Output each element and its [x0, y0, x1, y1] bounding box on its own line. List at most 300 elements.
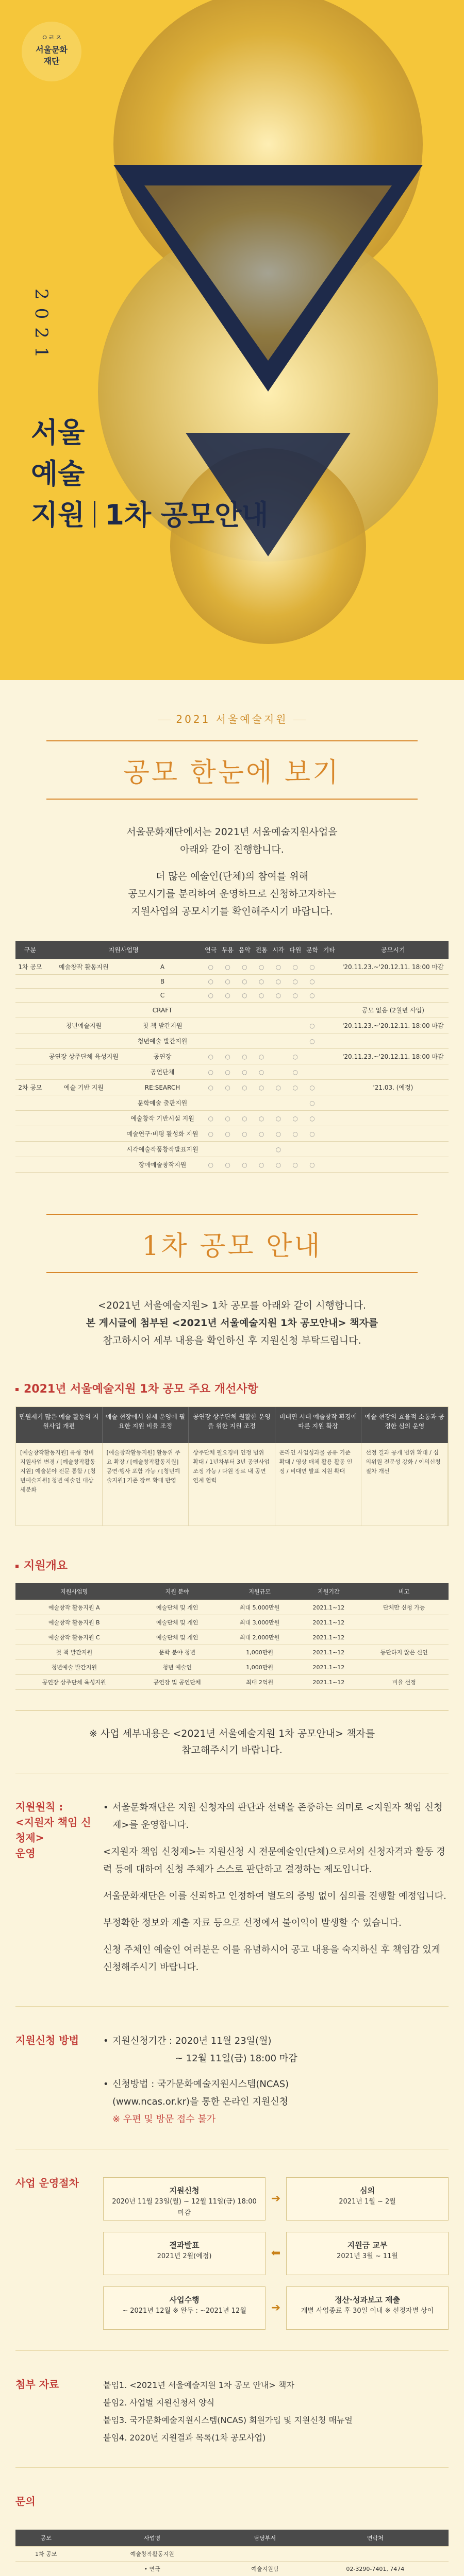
schedule-cell: ○ — [287, 1111, 304, 1126]
attachments-block — [15, 2377, 449, 2447]
schedule-cell: B — [123, 975, 203, 989]
schedule-cell — [15, 989, 45, 1003]
schedule-cell — [15, 1142, 45, 1157]
schedule-row — [15, 1003, 449, 1018]
schedule-cell — [236, 1142, 253, 1157]
hero-title-word: 지원 — [31, 499, 85, 531]
schedule-cell: '20.11.23.~'20.12.11. 18:00 마감 — [338, 959, 449, 975]
schedule-cell — [321, 1049, 338, 1064]
support-cell: 예술창작 활동지원 C — [15, 1630, 132, 1645]
contact-table — [15, 2530, 449, 2576]
principle-paragraph: • 서울문화재단은 지원 신청자의 판단과 선택을 존중하는 의미로 <지원자 책임 신청제>를 운영합니다. — [103, 1799, 449, 1834]
schedule-cell — [321, 1157, 338, 1173]
th: 공모 — [15, 2530, 76, 2547]
support-cell — [359, 1630, 449, 1645]
schedule-cell: 청년예술 발간지원 — [123, 1033, 203, 1049]
support-row — [15, 1660, 449, 1675]
change-header: 비대면 시대 예술창작 환경에 따른 지원 확장 — [275, 1407, 362, 1443]
schedule-row — [15, 1111, 449, 1126]
lead-line: 공모시기를 분리하여 운영하므로 신청하고자하는 — [128, 888, 336, 900]
principle-paragraph: 서울문화재단은 이를 신뢰하고 인정하여 별도의 증빙 없이 심의를 진행할 예정입니다. — [103, 1891, 446, 1902]
schedule-cell: ○ — [202, 1049, 219, 1064]
svg-text:ㅇㄹㅈ: ㅇㄹㅈ — [41, 34, 62, 42]
method-online: • 신청방법 : 국가문화예술지원시스템(NCAS) — [103, 2076, 449, 2093]
change-header: 민원제기 많은 예술 활동의 지원사업 개편 — [16, 1407, 103, 1443]
schedule-cell: ○ — [287, 975, 304, 989]
schedule-cell: ○ — [270, 1080, 287, 1095]
schedule-cell: 시각예술작품창작발표지원 — [123, 1142, 203, 1157]
lead-line: 참고하시어 세부 내용을 확인하신 후 지원신청 부탁드립니다. — [103, 1335, 361, 1346]
lead-line: 서울문화재단에서는 2021년 서울예술지원사업을 — [126, 826, 338, 838]
attachment-link[interactable]: 붙임4. 2020년 지원결과 목록(1차 공모사업) — [103, 2433, 266, 2443]
schedule-cell: ○ — [202, 1080, 219, 1095]
support-row — [15, 1630, 449, 1645]
schedule-cell: '21.03. (예정) — [338, 1080, 449, 1095]
schedule-cell — [15, 1111, 45, 1126]
schedule-cell — [253, 1018, 270, 1033]
schedule-cell: ○ — [219, 975, 236, 989]
support-cell: 공연장 상주단체 육성지원 — [15, 1675, 132, 1690]
overview-lead — [0, 823, 464, 920]
support-cell: 예술단체 및 개인 — [132, 1600, 221, 1615]
overview-eyebrow: 2021 서울예술지원 — [176, 713, 288, 725]
step-detail: ~ 2021년 12월 ※ 완두 : ~2021년 12월 — [122, 2307, 246, 2315]
schedule-cell — [15, 975, 45, 989]
round1-title: 1차 공모 안내 — [46, 1214, 418, 1273]
step-title: 지원신청 — [169, 2186, 200, 2195]
schedule-cell: 공연장 — [123, 1049, 203, 1064]
schedule-cell: ○ — [253, 975, 270, 989]
th: 무용 — [219, 941, 236, 959]
support-header-row — [15, 1583, 449, 1600]
schedule-cell: ○ — [253, 1080, 270, 1095]
schedule-cell: ○ — [304, 1080, 321, 1095]
schedule-cell: ○ — [304, 1126, 321, 1142]
booklet-note — [15, 1710, 449, 1773]
schedule-cell — [45, 1157, 123, 1173]
schedule-cell — [45, 1003, 123, 1018]
schedule-cell — [321, 975, 338, 989]
step-title: 정산·성과보고 제출 — [335, 2295, 400, 2304]
schedule-cell — [338, 975, 449, 989]
schedule-cell: ○ — [219, 1126, 236, 1142]
schedule-row — [15, 1049, 449, 1064]
schedule-cell: 청년예술지원 — [45, 1018, 123, 1033]
schedule-cell — [270, 1033, 287, 1049]
support-cell: 예술창작 활동지원 B — [15, 1615, 132, 1630]
overview-small-title — [0, 711, 464, 726]
contact-row — [15, 2547, 449, 2562]
divider — [15, 2006, 449, 2007]
step-detail: 2021년 3월 ~ 11월 — [337, 2252, 398, 2260]
svg-text:서울문화: 서울문화 — [36, 45, 68, 55]
th: 음악 — [236, 941, 253, 959]
schedule-cell: ○ — [236, 1064, 253, 1080]
schedule-cell: ○ — [253, 1111, 270, 1126]
support-cell: 2021.1~12 — [297, 1630, 359, 1645]
schedule-header-row — [15, 941, 449, 959]
method-label: 지원신청 방법 — [15, 2034, 79, 2046]
contact-cell: • 연극 — [76, 2562, 228, 2576]
schedule-cell — [202, 1142, 219, 1157]
schedule-cell — [219, 1142, 236, 1157]
support-cell: 2021.1~12 — [297, 1615, 359, 1630]
schedule-table-wrap — [15, 941, 449, 1173]
change-header: 예술 현장에서 실제 운영에 필요한 지원 비율 조정 — [103, 1407, 189, 1443]
changes-grid — [15, 1406, 449, 1526]
schedule-cell: ○ — [219, 1157, 236, 1173]
contact-cell[interactable]: 02-3290-7401, 7474 — [302, 2562, 449, 2576]
contact-header-row — [15, 2530, 449, 2547]
support-cell — [359, 1660, 449, 1675]
schedule-cell — [202, 1018, 219, 1033]
schedule-cell: '20.11.23.~'20.12.11. 18:00 마감 — [338, 1049, 449, 1064]
overview-title: 공모 한눈에 보기 — [46, 740, 418, 800]
schedule-cell — [15, 1095, 45, 1111]
schedule-cell — [321, 1095, 338, 1111]
schedule-cell — [45, 975, 123, 989]
schedule-cell: ○ — [219, 1049, 236, 1064]
schedule-cell — [287, 1018, 304, 1033]
schedule-cell: ○ — [287, 1080, 304, 1095]
support-cell: 2021.1~12 — [297, 1660, 359, 1675]
attachment-link[interactable]: 붙임3. 국가문화예술지원시스템(NCAS) 회원가입 및 지원신청 매뉴얼 — [103, 2415, 353, 2425]
principle-block — [15, 1799, 449, 1986]
schedule-cell: ○ — [236, 959, 253, 975]
schedule-cell: ○ — [253, 989, 270, 1003]
schedule-row — [15, 1142, 449, 1157]
schedule-cell: 2차 공모 — [15, 1080, 45, 1095]
schedule-cell: ○ — [219, 1080, 236, 1095]
schedule-cell — [321, 989, 338, 1003]
hero-title-divider — [94, 501, 95, 528]
support-cell: 비율 선정 — [359, 1675, 449, 1690]
schedule-cell: ○ — [270, 1157, 287, 1173]
schedule-cell — [338, 1142, 449, 1157]
support-cell: 1,000만원 — [222, 1645, 297, 1660]
process-step — [103, 2232, 266, 2275]
schedule-cell: ○ — [236, 1080, 253, 1095]
schedule-cell: 공연장 상주단체 육성지원 — [45, 1049, 123, 1064]
schedule-cell — [45, 1033, 123, 1049]
arrow-left-icon: ⬅ — [271, 2247, 281, 2260]
process-step — [286, 2232, 449, 2275]
schedule-cell: ○ — [202, 975, 219, 989]
schedule-cell: ○ — [219, 959, 236, 975]
schedule-cell — [270, 1095, 287, 1111]
schedule-cell — [321, 1142, 338, 1157]
schedule-cell — [321, 1111, 338, 1126]
schedule-cell — [338, 1064, 449, 1080]
schedule-cell: 예술창작 기반시설 지원 — [123, 1111, 203, 1126]
th: 연락처 — [302, 2530, 449, 2547]
arrow-right-icon: ➔ — [271, 2192, 281, 2205]
schedule-cell — [253, 1142, 270, 1157]
schedule-cell — [270, 1049, 287, 1064]
schedule-cell — [15, 1003, 45, 1018]
schedule-cell — [338, 1095, 449, 1111]
process-body — [103, 2175, 449, 2330]
schedule-cell: RE:SEARCH — [123, 1080, 203, 1095]
lead-line: 아래와 같이 진행합니다. — [180, 844, 284, 855]
lead-line: 본 게시글에 첨부된 <2021년 서울예술지원 1차 공모안내> 책자를 — [86, 1317, 378, 1329]
schedule-cell: ○ — [219, 989, 236, 1003]
schedule-cell — [236, 1033, 253, 1049]
support-cell: 최대 3,000만원 — [222, 1615, 297, 1630]
schedule-cell: ○ — [236, 1049, 253, 1064]
schedule-cell: ○ — [270, 1142, 287, 1157]
schedule-cell: C — [123, 989, 203, 1003]
schedule-cell — [45, 989, 123, 1003]
th: 비고 — [359, 1583, 449, 1600]
th: 지원규모 — [222, 1583, 297, 1600]
hero-banner — [0, 0, 464, 680]
step-title: 지원금 교부 — [347, 2241, 388, 2250]
attachment-link[interactable]: 붙임2. 사업별 지원신청서 양식 — [103, 2398, 214, 2408]
schedule-cell: 문학예술 출판지원 — [123, 1095, 203, 1111]
schedule-cell — [236, 1095, 253, 1111]
schedule-cell: ○ — [253, 959, 270, 975]
hero-gold-art — [0, 0, 464, 680]
schedule-cell: ○ — [304, 959, 321, 975]
schedule-cell: ○ — [304, 1018, 321, 1033]
process-step — [286, 2286, 449, 2330]
schedule-cell: ○ — [253, 1126, 270, 1142]
contact-cell — [228, 2547, 302, 2562]
schedule-cell: ○ — [236, 1111, 253, 1126]
support-cell: 최대 2억원 — [222, 1675, 297, 1690]
th: 지원 분야 — [132, 1583, 221, 1600]
schedule-cell: ○ — [253, 1064, 270, 1080]
schedule-cell — [321, 1018, 338, 1033]
th: 전통 — [253, 941, 270, 959]
schedule-cell: ○ — [236, 975, 253, 989]
schedule-cell — [15, 1157, 45, 1173]
changes-heading-text: 2021년 서울예술지원 1차 공모 주요 개선사항 — [24, 1383, 258, 1396]
th: 기타 — [321, 941, 338, 959]
schedule-cell: ○ — [202, 1126, 219, 1142]
schedule-cell: ○ — [202, 959, 219, 975]
th: 공모시기 — [338, 941, 449, 959]
lead-line: <2021년 서울예술지원> 1차 공모를 아래와 같이 시행합니다. — [98, 1300, 366, 1311]
schedule-cell: CRAFT — [123, 1003, 203, 1018]
schedule-cell — [338, 989, 449, 1003]
schedule-cell — [321, 1080, 338, 1095]
schedule-cell — [219, 1095, 236, 1111]
schedule-cell: 1차 공모 — [15, 959, 45, 975]
contact-block — [15, 2494, 449, 2509]
schedule-cell: 공모 없음 (2월년 사업) — [338, 1003, 449, 1018]
schedule-cell: ○ — [270, 975, 287, 989]
schedule-cell — [45, 1095, 123, 1111]
schedule-cell — [321, 1126, 338, 1142]
hero-title-line1: 서울 — [31, 416, 85, 449]
contact-cell — [15, 2562, 76, 2576]
process-step — [103, 2177, 266, 2221]
schedule-table-body — [15, 959, 449, 1173]
schedule-cell: ○ — [236, 989, 253, 1003]
schedule-cell: ○ — [287, 1126, 304, 1142]
change-detail: [예술창작활동지원] 활동위 주요 확장 / [예술창작활동지원] 공연·행사 포함 가능 / [청년예술지원] 기존 장르 확대 반영 — [103, 1443, 189, 1526]
th: 담당부서 — [228, 2530, 302, 2547]
method-period: • 지원신청기간 : 2020년 11월 23일(월) — [103, 2032, 449, 2050]
schedule-cell: A — [123, 959, 203, 975]
schedule-cell — [287, 1142, 304, 1157]
hero-title-line2: 예술 — [31, 457, 85, 490]
th: 지원사업명 — [15, 1583, 132, 1600]
schedule-cell — [253, 1033, 270, 1049]
th: 사업명 — [76, 2530, 228, 2547]
step-detail: 2021년 1월 ~ 2월 — [339, 2198, 396, 2206]
attachments-label: 첨부 자료 — [15, 2378, 59, 2391]
support-cell: 등단하지 않은 신인 — [359, 1645, 449, 1660]
change-detail: 온라인 사업성과물 공유 기준 확대 / 영상 매체 활용 활동 인정 / 비대면 발표 지원 확대 — [275, 1443, 362, 1526]
change-detail: 선정 결과 공개 범위 확대 / 심의위원 전문성 강화 / 이의신청 절차 개선 — [361, 1443, 448, 1526]
th: 시각 — [270, 941, 287, 959]
schedule-cell: ○ — [219, 1064, 236, 1080]
schedule-cell — [253, 1095, 270, 1111]
support-cell: 최대 2,000만원 — [222, 1630, 297, 1645]
schedule-cell: 예술창작 활동지원 — [45, 959, 123, 975]
contact-cell[interactable] — [302, 2547, 449, 2562]
schedule-row — [15, 1018, 449, 1033]
th: 지원기간 — [297, 1583, 359, 1600]
contact-table-body — [15, 2547, 449, 2576]
change-detail: [예술창작활동지원] 유형 정비 지원사업 변경 / [예술창작활동지원] 예술분야 전문 통합 / [청년예술지원] 청년 예술인 대상 세분화 — [16, 1443, 103, 1526]
schedule-cell: ○ — [287, 959, 304, 975]
schedule-row — [15, 975, 449, 989]
schedule-cell — [236, 1003, 253, 1018]
schedule-cell: 예술연구·비평 활성화 지원 — [123, 1126, 203, 1142]
support-row — [15, 1675, 449, 1690]
schedule-cell: ○ — [270, 989, 287, 1003]
hero-title — [31, 412, 269, 536]
support-cell: 예술단체 및 개인 — [132, 1615, 221, 1630]
schedule-cell — [287, 1095, 304, 1111]
schedule-cell — [270, 1003, 287, 1018]
support-cell: 문학 분야 청년 — [132, 1645, 221, 1660]
hero-year: 2021 — [31, 289, 52, 366]
changes-heading — [15, 1380, 449, 1396]
schedule-cell — [15, 1049, 45, 1064]
support-cell: 예술창작 활동지원 A — [15, 1600, 132, 1615]
process-step — [103, 2286, 266, 2330]
schedule-cell: 장애예술창작지원 — [123, 1157, 203, 1173]
schedule-cell — [45, 1126, 123, 1142]
schedule-row — [15, 989, 449, 1003]
contact-cell: 예술지원팀 — [228, 2562, 302, 2576]
schedule-cell — [338, 1033, 449, 1049]
support-cell: 단체만 신청 가능 — [359, 1600, 449, 1615]
schedule-cell — [321, 959, 338, 975]
svg-text:재단: 재단 — [43, 56, 60, 66]
schedule-cell — [287, 1003, 304, 1018]
schedule-cell — [304, 1064, 321, 1080]
support-cell: 2021.1~12 — [297, 1675, 359, 1690]
support-cell: 1,000만원 — [222, 1660, 297, 1675]
process-flow — [103, 2177, 449, 2330]
schedule-cell — [253, 1003, 270, 1018]
attachment-link[interactable]: 붙임1. <2021년 서울예술지원 1차 공모 안내> 책자 — [103, 2380, 294, 2390]
note-line: 참고해주시기 바랍니다. — [181, 1744, 283, 1756]
step-title: 심의 — [360, 2186, 375, 2195]
schedule-cell — [45, 1111, 123, 1126]
divider — [15, 2350, 449, 2351]
method-block — [15, 2032, 449, 2128]
step-detail: 2021년 2월(예정) — [157, 2252, 212, 2260]
schedule-cell — [15, 1018, 45, 1033]
lead-line: 지원사업의 공모시기를 확인해주시기 바랍니다. — [131, 906, 333, 917]
support-cell — [359, 1615, 449, 1630]
process-block — [15, 2175, 449, 2330]
schedule-row — [15, 1064, 449, 1080]
note-line: ※ 사업 세부내용은 <2021년 서울예술지원 1차 공모안내> 책자를 — [89, 1728, 375, 1739]
change-header: 예술 현장의 효율적 소통과 공정한 심의 운영 — [361, 1407, 448, 1443]
round1-lead — [0, 1297, 464, 1349]
schedule-cell: ○ — [304, 1111, 321, 1126]
principle-label: 지원원칙 : <지원자 책임 신청제> 운영 — [15, 1801, 91, 1859]
contact-cell: 예술창작활동지원 — [76, 2547, 228, 2562]
schedule-cell: ○ — [287, 989, 304, 1003]
schedule-cell: ○ — [202, 1111, 219, 1126]
bullet-dot — [15, 1388, 19, 1391]
th: 문학 — [304, 941, 321, 959]
schedule-cell: ○ — [270, 959, 287, 975]
principle-paragraph: 부정확한 정보와 제출 자료 등으로 선정에서 불이익이 발생할 수 있습니다. — [103, 1918, 402, 1928]
support-row — [15, 1645, 449, 1660]
step-detail: 개별 사업종료 후 30일 이내 ※ 선정자별 상이 — [301, 2307, 434, 2315]
support-table — [15, 1583, 449, 1690]
schedule-row — [15, 1095, 449, 1111]
process-step — [286, 2177, 449, 2221]
schedule-cell — [338, 1157, 449, 1173]
contact-cell: 1차 공모 — [15, 2547, 76, 2562]
schedule-cell — [202, 1033, 219, 1049]
schedule-cell — [202, 1095, 219, 1111]
schedule-cell — [321, 1003, 338, 1018]
schedule-row — [15, 1033, 449, 1049]
schedule-cell — [45, 1142, 123, 1157]
schedule-cell — [15, 1064, 45, 1080]
schedule-cell — [270, 1064, 287, 1080]
schedule-cell: 예술 기반 지원 — [45, 1080, 123, 1095]
schedule-cell — [338, 1111, 449, 1126]
principle-paragraph: 신청 주체인 예술인 여러분은 이를 유념하시어 공고 내용을 숙지하신 후 책임감 있게 신청해주시기 바랍니다. — [103, 1944, 441, 1973]
th: 다원 — [287, 941, 304, 959]
method-online-url[interactable]: (www.ncas.or.kr)을 통한 온라인 지원신청 — [112, 2096, 289, 2107]
schedule-row — [15, 1080, 449, 1095]
schedule-cell: ○ — [202, 989, 219, 1003]
schedule-cell — [270, 1018, 287, 1033]
support-cell: 청년예술 발간지원 — [15, 1660, 132, 1675]
schedule-cell — [202, 1003, 219, 1018]
schedule-row — [15, 959, 449, 975]
schedule-row — [15, 1157, 449, 1173]
support-row — [15, 1615, 449, 1630]
arrow-right-icon: ➔ — [271, 2301, 281, 2314]
schedule-table — [15, 941, 449, 1173]
contact-table-wrap — [15, 2530, 449, 2576]
schedule-cell: ○ — [287, 1064, 304, 1080]
support-table-body — [15, 1600, 449, 1690]
schedule-cell — [219, 1018, 236, 1033]
schedule-row — [15, 1126, 449, 1142]
lead-line: 더 많은 예술인(단체)의 참여를 위해 — [156, 871, 308, 882]
principle-paragraph: <지원자 책임 신청제>는 지원신청 시 전문예술인(단체)으로서의 신청자격과 활동 경력 등에 대하여 신청 주체가 스스로 판단하고 결정하는 제도입니다. — [103, 1846, 445, 1875]
schedule-cell — [287, 1033, 304, 1049]
support-heading — [15, 1557, 449, 1573]
schedule-cell — [219, 1033, 236, 1049]
